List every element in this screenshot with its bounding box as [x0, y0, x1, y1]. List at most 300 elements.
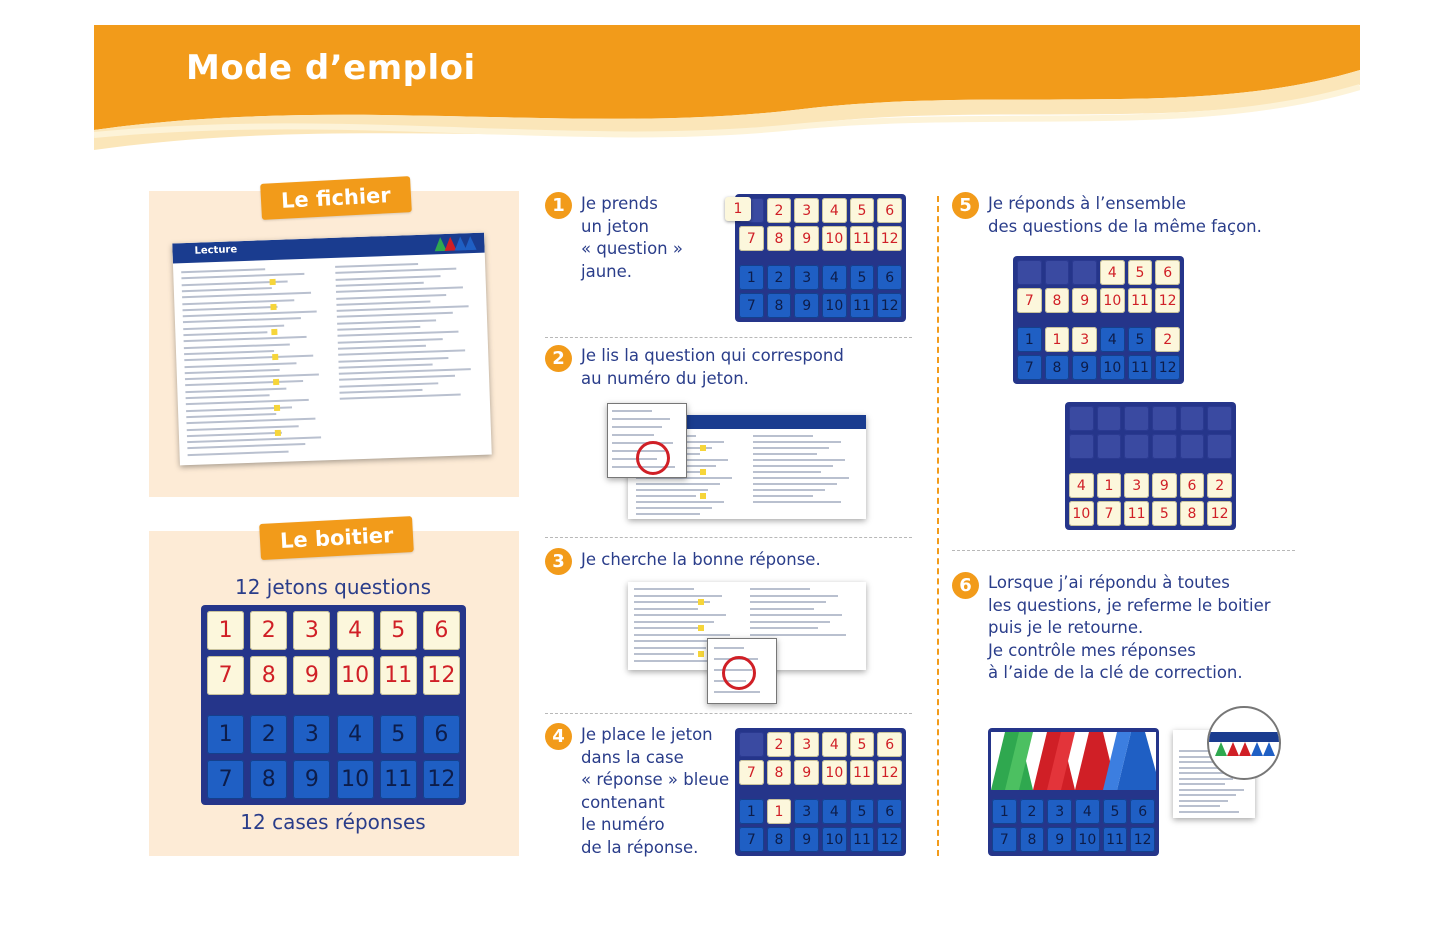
answer-cell[interactable]: 2: [1155, 327, 1180, 352]
fichier-label: Le fichier: [260, 176, 411, 220]
answer-cell[interactable]: 1: [992, 799, 1017, 824]
answer-cell[interactable]: 8: [767, 293, 792, 318]
question-token[interactable]: 4: [822, 732, 847, 757]
question-token[interactable]: 9: [293, 656, 330, 695]
answer-cell[interactable]: 3: [1047, 799, 1072, 824]
question-token[interactable]: 9: [1072, 288, 1097, 313]
question-token[interactable]: 1: [207, 611, 244, 650]
question-token[interactable]: 8: [767, 226, 792, 251]
text-line: [634, 634, 730, 636]
answer-marker: [698, 599, 704, 605]
question-token[interactable]: 10: [1100, 288, 1125, 313]
step-line: « réponse » bleue: [581, 770, 730, 789]
header-banner: [94, 25, 1360, 155]
answer-cell[interactable]: 3: [794, 265, 819, 290]
answer-cell[interactable]: 5: [850, 799, 875, 824]
text-line: [753, 477, 849, 479]
text-line: [634, 614, 726, 616]
text-line: [753, 447, 829, 449]
text-line: [183, 306, 278, 311]
text-line: [634, 653, 694, 655]
answer-cell[interactable]: 1: [1017, 327, 1042, 352]
question-token[interactable]: 7: [1097, 501, 1122, 526]
step-6-number: 6: [952, 572, 979, 599]
answer-cell[interactable]: 7: [1017, 355, 1042, 380]
answer-cell[interactable]: 7: [739, 293, 764, 318]
answer-cell[interactable]: [1180, 434, 1205, 459]
step-5-text: [988, 193, 1262, 238]
answer-cell[interactable]: 11: [380, 760, 417, 799]
question-token[interactable]: 7: [739, 226, 764, 251]
text-line: [339, 368, 471, 375]
answer-cell[interactable]: 10: [822, 293, 847, 318]
question-token[interactable]: 12: [877, 760, 902, 785]
text-line: [753, 453, 817, 455]
question-token[interactable]: 3: [1124, 473, 1149, 498]
text-line: [1179, 783, 1225, 785]
text-line: [338, 338, 443, 344]
text-line: [1179, 805, 1220, 807]
step-5-tray: [1013, 256, 1184, 384]
question-token[interactable]: 6: [877, 732, 902, 757]
text-line: [753, 435, 813, 437]
step-separator: [545, 537, 912, 538]
loose-token[interactable]: 1: [725, 197, 751, 221]
text-line: [181, 268, 265, 273]
text-line: [753, 459, 845, 461]
text-line: [336, 293, 446, 299]
step-1-tray: [735, 194, 906, 322]
step-line: Lorsque j’ai répondu à toutes: [988, 573, 1230, 592]
text-line: [634, 621, 714, 623]
text-line: [182, 299, 294, 305]
text-line: [636, 495, 696, 497]
answer-cell[interactable]: 2: [1020, 799, 1045, 824]
answer-cell[interactable]: 8: [1045, 355, 1070, 380]
text-line: [185, 380, 303, 386]
text-line: [187, 437, 321, 444]
answer-cell[interactable]: [1124, 434, 1149, 459]
text-line: [634, 595, 722, 597]
step-line: le numéro: [581, 815, 665, 834]
text-line: [636, 489, 708, 491]
question-token[interactable]: [1072, 260, 1097, 285]
question-token[interactable]: 6: [423, 611, 460, 650]
answer-cell[interactable]: 12: [423, 760, 460, 799]
question-token[interactable]: 5: [1128, 260, 1153, 285]
text-line: [335, 268, 456, 274]
answer-cell[interactable]: [1207, 406, 1232, 431]
answer-cell[interactable]: 3: [794, 799, 819, 824]
text-line: [186, 399, 309, 405]
answer-marker: [274, 404, 280, 410]
cases-caption: 12 cases réponses: [240, 810, 426, 834]
question-token[interactable]: 5: [380, 611, 417, 650]
step-line: de la réponse.: [581, 837, 699, 857]
answer-cell[interactable]: 2: [767, 265, 792, 290]
answer-cell[interactable]: 2: [250, 715, 287, 754]
question-token[interactable]: 2: [1207, 473, 1232, 498]
question-token[interactable]: 6: [1180, 473, 1205, 498]
question-token[interactable]: 11: [1124, 501, 1149, 526]
answer-cell[interactable]: 4: [337, 715, 374, 754]
question-token[interactable]: 2: [767, 198, 792, 223]
answer-cell[interactable]: 10: [337, 760, 374, 799]
question-token[interactable]: 3: [794, 732, 819, 757]
text-line: [634, 647, 706, 649]
question-token[interactable]: 3: [293, 611, 330, 650]
text-line: [750, 595, 838, 597]
answer-cell[interactable]: 10: [822, 827, 847, 852]
text-line: [184, 343, 290, 349]
text-line: [339, 382, 438, 387]
answer-cell[interactable]: 4: [822, 265, 847, 290]
question-token[interactable]: 4: [337, 611, 374, 650]
text-line: [636, 507, 712, 509]
text-line: [750, 621, 830, 623]
question-token[interactable]: 5: [1152, 501, 1177, 526]
question-token[interactable]: 8: [1180, 501, 1205, 526]
answer-marker: [698, 651, 704, 657]
answer-cell[interactable]: 10: [1075, 827, 1100, 852]
answer-cell[interactable]: [1152, 406, 1177, 431]
text-line: [753, 471, 821, 473]
step-line: Je prends: [581, 194, 658, 213]
text-line: [612, 426, 662, 428]
zoom-logo-icon: [1209, 708, 1279, 778]
step-line: Je réponds à l’ensemble: [988, 194, 1186, 213]
text-line: [1179, 794, 1236, 796]
step-separator: [545, 337, 912, 338]
text-line: [184, 336, 307, 342]
step-line: un jeton: [581, 216, 649, 236]
question-token[interactable]: 7: [739, 760, 764, 785]
answer-cell[interactable]: 11: [1103, 827, 1128, 852]
text-line: [183, 311, 317, 318]
question-token[interactable]: 7: [207, 656, 244, 695]
question-token[interactable]: 9: [1152, 473, 1177, 498]
answer-cell[interactable]: [1097, 406, 1122, 431]
step-1-text: [581, 193, 683, 283]
question-token[interactable]: 8: [767, 760, 792, 785]
answer-cell[interactable]: [1124, 406, 1149, 431]
text-line: [186, 394, 270, 399]
step-6-text: [988, 572, 1271, 685]
question-token[interactable]: 9: [794, 760, 819, 785]
answer-cell[interactable]: 5: [1103, 799, 1128, 824]
step-line: Je lis la question qui correspond: [581, 346, 844, 365]
answer-cell[interactable]: 1: [1045, 327, 1070, 352]
step-line: dans la case: [581, 747, 684, 767]
text-line: [750, 614, 842, 616]
answer-cell[interactable]: [1180, 406, 1205, 431]
text-line: [187, 432, 282, 437]
text-line: [336, 282, 424, 287]
text-line: [185, 369, 280, 374]
question-token[interactable]: 11: [380, 656, 417, 695]
text-line: [186, 418, 315, 424]
text-line: [183, 317, 301, 323]
step-4-tray: [735, 728, 906, 856]
text-line: [753, 495, 813, 497]
answer-cell[interactable]: 9: [794, 293, 819, 318]
text-line: [339, 375, 455, 381]
text-line: [185, 387, 286, 393]
text-line: [1179, 811, 1239, 813]
answer-cell[interactable]: [1069, 406, 1094, 431]
step-line: à l’aide de la clé de correction.: [988, 663, 1243, 682]
answer-cell[interactable]: 8: [250, 760, 287, 799]
question-token[interactable]: 10: [1069, 501, 1094, 526]
text-line: [753, 465, 833, 467]
answer-marker: [700, 445, 706, 451]
question-token[interactable]: 12: [1155, 288, 1180, 313]
answer-cell[interactable]: 1: [739, 799, 764, 824]
text-line: [184, 362, 296, 368]
step-5-number: 5: [952, 192, 979, 219]
page-title: Mode d’emploi: [186, 48, 476, 88]
answer-marker: [271, 329, 277, 335]
step-line: Je contrôle mes réponses: [988, 640, 1196, 660]
question-token[interactable]: 6: [1155, 260, 1180, 285]
answer-cell[interactable]: 11: [850, 293, 875, 318]
answer-cell[interactable]: 12: [1130, 827, 1155, 852]
text-line: [750, 608, 814, 610]
question-token[interactable]: 12: [1207, 501, 1232, 526]
text-line: [187, 425, 299, 431]
step-line: les questions, je referme le boitier: [988, 595, 1271, 615]
text-line: [750, 601, 826, 603]
answer-marker: [700, 493, 706, 499]
boitier-label: Le boitier: [259, 516, 414, 560]
step-line: « question »: [581, 239, 683, 258]
text-line: [753, 483, 837, 485]
question-token[interactable]: 11: [850, 226, 875, 251]
step-line: au numéro du jeton.: [581, 368, 749, 388]
answer-marker: [272, 354, 278, 360]
answer-cell[interactable]: 9: [1072, 355, 1097, 380]
answer-marker: [275, 430, 281, 436]
jetons-caption: 12 jetons questions: [234, 575, 432, 599]
text-line: [1179, 789, 1244, 791]
answer-cell[interactable]: 7: [207, 760, 244, 799]
answer-cell[interactable]: [1207, 434, 1232, 459]
question-token[interactable]: 5: [850, 198, 875, 223]
correction-key-pattern: [991, 732, 1156, 790]
step-6-zoom: [1207, 706, 1281, 780]
answer-cell[interactable]: 11: [850, 827, 875, 852]
question-token[interactable]: 12: [877, 226, 902, 251]
text-line: [336, 300, 430, 305]
answer-cell[interactable]: 1: [767, 799, 792, 824]
text-line: [183, 331, 267, 336]
question-token[interactable]: 10: [822, 226, 847, 251]
text-line: [184, 350, 274, 355]
step-line: Je place le jeton: [581, 725, 713, 744]
question-token[interactable]: [739, 732, 764, 757]
answer-marker: [273, 379, 279, 385]
text-line: [753, 501, 841, 503]
answer-cell[interactable]: 6: [1130, 799, 1155, 824]
answer-cell[interactable]: 5: [1128, 327, 1153, 352]
step-3-number: 3: [545, 548, 572, 575]
question-token[interactable]: 12: [423, 656, 460, 695]
text-line: [753, 489, 825, 491]
column-separator: [937, 196, 939, 856]
question-token[interactable]: 6: [877, 198, 902, 223]
text-line: [337, 305, 469, 312]
answer-cell[interactable]: 8: [767, 827, 792, 852]
answer-cell[interactable]: 5: [850, 265, 875, 290]
step-separator: [545, 713, 912, 714]
answer-cell[interactable]: 10: [1100, 355, 1125, 380]
brand-logo-icon: [434, 236, 476, 251]
text-line: [636, 483, 720, 485]
text-line: [750, 627, 818, 629]
step-4-text: [581, 724, 729, 859]
text-line: [750, 588, 810, 590]
answer-cell[interactable]: 1: [207, 715, 244, 754]
question-token[interactable]: 8: [250, 656, 287, 695]
worksheet-title: Lecture: [194, 244, 238, 257]
step-line: des questions de la même façon.: [988, 216, 1262, 236]
question-token[interactable]: 4: [1069, 473, 1094, 498]
step-line: contenant: [581, 792, 665, 812]
question-token[interactable]: 11: [1128, 288, 1153, 313]
text-line: [338, 331, 459, 337]
answer-cell[interactable]: [1152, 434, 1177, 459]
question-token[interactable]: 3: [794, 198, 819, 223]
answer-cell[interactable]: 5: [380, 715, 417, 754]
text-line: [1179, 800, 1228, 802]
answer-cell[interactable]: [1097, 434, 1122, 459]
text-line: [185, 374, 319, 381]
text-line: [337, 312, 453, 318]
text-line: [634, 588, 694, 590]
text-line: [1179, 778, 1233, 780]
answer-cell[interactable]: 4: [1075, 799, 1100, 824]
text-line: [181, 273, 304, 279]
answer-cell[interactable]: 6: [423, 715, 460, 754]
answer-cell[interactable]: 3: [1072, 327, 1097, 352]
answer-cell[interactable]: 4: [1100, 327, 1125, 352]
text-line: [336, 275, 441, 281]
answer-cell[interactable]: 3: [293, 715, 330, 754]
step-4-number: 4: [545, 723, 572, 750]
question-token[interactable]: 2: [767, 732, 792, 757]
text-line: [186, 413, 276, 418]
answer-cell[interactable]: 11: [1128, 355, 1153, 380]
text-line: [612, 418, 670, 420]
text-line: [612, 434, 654, 436]
text-line: [714, 647, 744, 649]
answer-cell[interactable]: 1: [739, 265, 764, 290]
answer-cell[interactable]: 7: [739, 827, 764, 852]
answer-cell[interactable]: 12: [1155, 355, 1180, 380]
text-line: [188, 450, 289, 456]
text-line: [612, 410, 652, 412]
answer-cell[interactable]: 4: [822, 799, 847, 824]
text-line: [183, 324, 284, 330]
text-line: [338, 345, 426, 350]
step-line: puis je le retourne.: [988, 618, 1144, 637]
text-line: [187, 443, 305, 449]
question-token[interactable]: 2: [250, 611, 287, 650]
question-token[interactable]: 4: [822, 198, 847, 223]
answer-marker: [270, 304, 276, 310]
text-line: [335, 263, 418, 268]
text-line: [339, 363, 433, 368]
text-line: [340, 394, 461, 400]
answer-cell[interactable]: 12: [877, 293, 902, 318]
text-line: [337, 319, 436, 324]
text-line: [339, 389, 422, 394]
text-line: [338, 356, 448, 362]
question-token[interactable]: 8: [1045, 288, 1070, 313]
answer-cell[interactable]: 9: [1047, 827, 1072, 852]
worksheet-preview: [172, 233, 492, 466]
step-2-text: [581, 345, 844, 390]
answer-marker: [270, 279, 276, 285]
text-line: [636, 513, 700, 515]
answer-cell[interactable]: 7: [992, 827, 1017, 852]
question-token[interactable]: 1: [1097, 473, 1122, 498]
answer-cell[interactable]: 9: [794, 827, 819, 852]
highlight-circle: [636, 441, 670, 475]
answer-cell[interactable]: 6: [877, 265, 902, 290]
answer-marker: [700, 469, 706, 475]
question-token[interactable]: 10: [337, 656, 374, 695]
question-token[interactable]: 4: [1100, 260, 1125, 285]
answer-marker: [698, 625, 704, 631]
text-line: [336, 287, 463, 293]
step-line: jaune.: [581, 261, 633, 281]
step-separator: [952, 550, 1295, 551]
step-3-text: [581, 549, 821, 572]
answer-cell[interactable]: 12: [877, 827, 902, 852]
text-line: [634, 640, 718, 642]
highlight-circle: [722, 656, 756, 690]
text-line: [338, 350, 465, 356]
text-line: [753, 441, 841, 443]
question-token[interactable]: [1017, 260, 1042, 285]
question-token[interactable]: 11: [850, 760, 875, 785]
question-token[interactable]: 7: [1017, 288, 1042, 313]
step-5-closed-tray: [1065, 402, 1236, 530]
answer-cell[interactable]: 9: [293, 760, 330, 799]
text-line: [182, 292, 311, 298]
answer-cell[interactable]: 6: [877, 799, 902, 824]
question-token[interactable]: 10: [822, 760, 847, 785]
text-line: [634, 627, 702, 629]
text-line: [636, 501, 724, 503]
question-token[interactable]: 9: [794, 226, 819, 251]
text-line: [337, 326, 420, 331]
main-tray: [201, 605, 466, 805]
answer-cell[interactable]: [1069, 434, 1094, 459]
step-1-number: 1: [545, 192, 572, 219]
text-line: [182, 287, 272, 292]
text-line: [750, 634, 846, 636]
text-line: [714, 691, 760, 693]
answer-cell[interactable]: 8: [1020, 827, 1045, 852]
text-line: [184, 355, 313, 361]
step-2-number: 2: [545, 345, 572, 372]
step-line: Je cherche la bonne réponse.: [581, 550, 821, 569]
question-token[interactable]: 5: [850, 732, 875, 757]
text-line: [634, 608, 698, 610]
question-token[interactable]: [1045, 260, 1070, 285]
